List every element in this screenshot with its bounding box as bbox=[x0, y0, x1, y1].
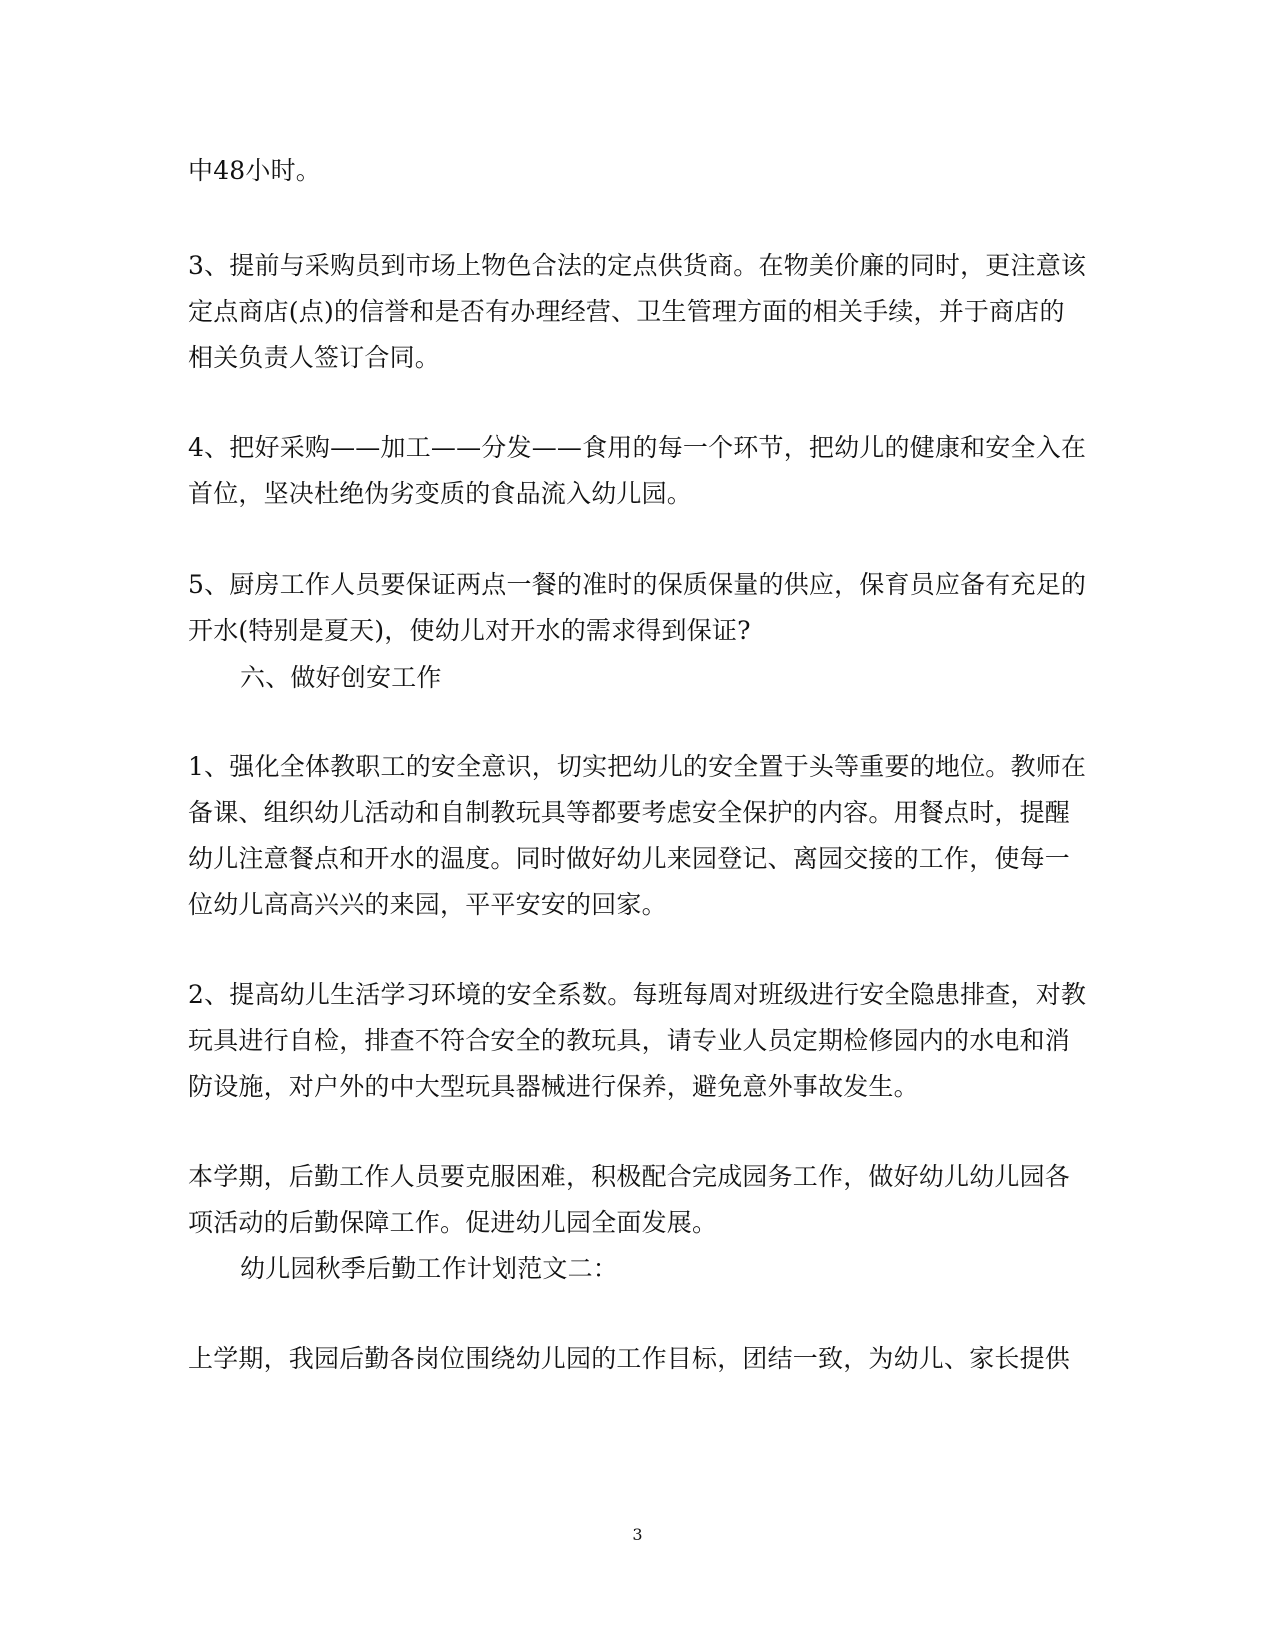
text-line: 位幼儿高高兴兴的来园，平平安安的回家。 bbox=[188, 890, 667, 919]
text-line: 1、强化全体教职工的安全意识，切实把幼儿的安全置于头等重要的地位。教师在 bbox=[188, 752, 1087, 781]
text-line: 上学期，我园后勤各岗位围绕幼儿园的工作目标，团结一致，为幼儿、家长提供 bbox=[188, 1344, 1071, 1373]
section-heading: 幼儿园秋季后勤工作计划范文二： bbox=[240, 1254, 619, 1283]
text-line: 开水(特别是夏天)，使幼儿对开水的需求得到保证? bbox=[188, 616, 751, 645]
page-number: 3 bbox=[632, 1525, 643, 1544]
section-heading: 六、做好创安工作 bbox=[240, 663, 442, 692]
text-line: 项活动的后勤保障工作。促进幼儿园全面发展。 bbox=[188, 1208, 718, 1237]
text-line: 玩具进行自检，排查不符合安全的教玩具，请专业人员定期检修园内的水电和消 bbox=[188, 1026, 1071, 1055]
text-line: 备课、组织幼儿活动和自制教玩具等都要考虑安全保护的内容。用餐点时，提醒 bbox=[188, 798, 1071, 827]
text-line: 本学期，后勤工作人员要克服困难，积极配合完成园务工作，做好幼儿幼儿园各 bbox=[188, 1162, 1071, 1191]
text-line: 中48小时。 bbox=[188, 156, 322, 185]
text-line: 2、提高幼儿生活学习环境的安全系数。每班每周对班级进行安全隐患排查，对教 bbox=[188, 980, 1087, 1009]
text-line: 首位，坚决杜绝伪劣变质的食品流入幼儿园。 bbox=[188, 479, 693, 508]
text-line: 定点商店(点)的信誉和是否有办理经营、卫生管理方面的相关手续，并于商店的 bbox=[188, 297, 1065, 326]
text-line: 幼儿注意餐点和开水的温度。同时做好幼儿来园登记、离园交接的工作，使每一 bbox=[188, 844, 1071, 873]
text-line: 5、厨房工作人员要保证两点一餐的准时的保质保量的供应，保育员应备有充足的 bbox=[188, 570, 1087, 599]
text-line: 4、把好采购——加工——分发——食用的每一个环节，把幼儿的健康和安全入在 bbox=[188, 433, 1087, 462]
text-line: 3、提前与采购员到市场上物色合法的定点供货商。在物美价廉的同时，更注意该 bbox=[188, 251, 1087, 280]
text-line: 相关负责人签订合同。 bbox=[188, 343, 441, 372]
text-line: 防设施，对户外的中大型玩具器械进行保养，避免意外事故发生。 bbox=[188, 1072, 919, 1101]
